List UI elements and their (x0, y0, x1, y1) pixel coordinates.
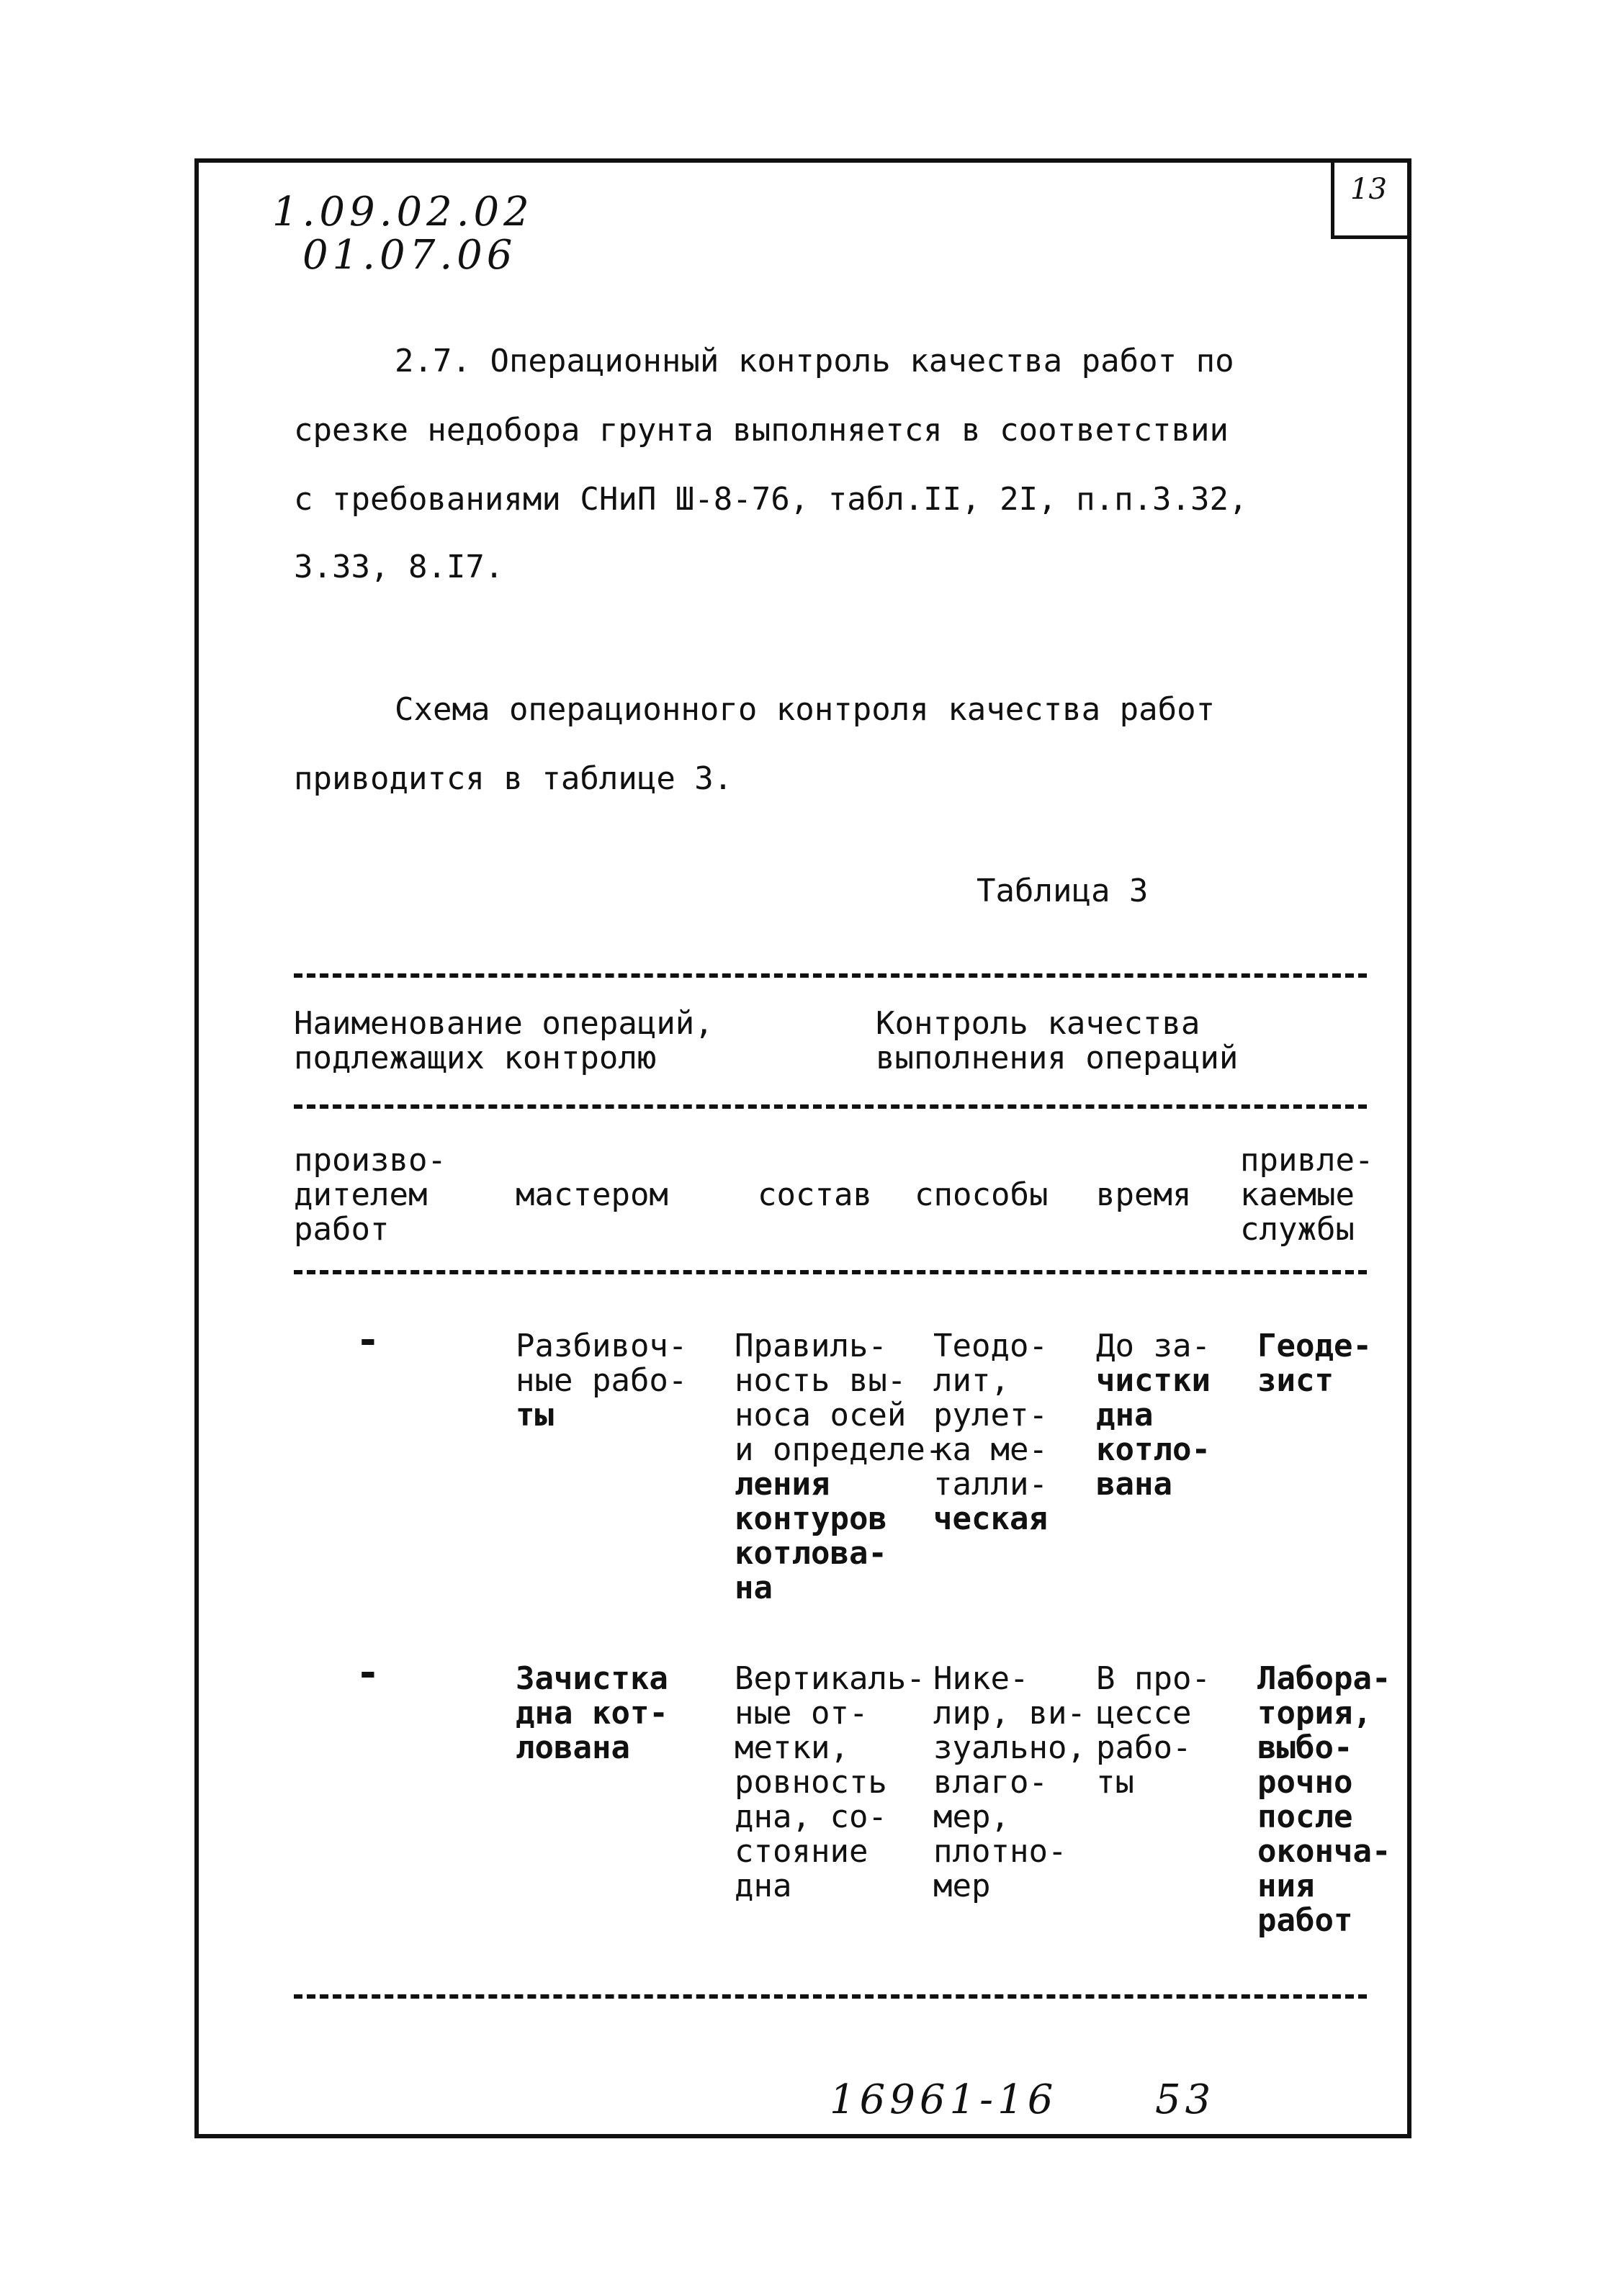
cell-line: зист (1257, 1362, 1334, 1399)
table-rule-2 (294, 1104, 1367, 1109)
col-header-services-line-2: каемые (1240, 1176, 1355, 1213)
cell-line: зуально, (933, 1729, 1086, 1766)
cell-line: ка ме- (933, 1431, 1048, 1468)
cell-line: рулет- (933, 1397, 1048, 1433)
group-header-operations-line-2: подлежащих контролю (294, 1040, 657, 1076)
cell-line: ные от- (735, 1695, 868, 1732)
cell-line: ровность (735, 1764, 887, 1801)
table-row-1-services (1257, 1329, 1372, 1398)
col-header-services-line-1: привле- (1240, 1142, 1374, 1179)
cell-line: влаго- (933, 1764, 1048, 1801)
cell-line: рабо- (1096, 1729, 1192, 1766)
cell-line: талли- (933, 1466, 1048, 1503)
table-row-1-time (1096, 1329, 1211, 1502)
table-rule-3 (294, 1270, 1367, 1274)
cell-line: ческая (933, 1500, 1048, 1537)
cell-line: В про- (1096, 1660, 1211, 1697)
cell-line: после (1257, 1798, 1353, 1835)
cell-line: ты (516, 1397, 554, 1433)
page-mark-box (1331, 163, 1409, 239)
col-header-producer (294, 1143, 446, 1247)
cell-line: мер, (933, 1798, 1010, 1835)
col-header-services-line-3: службы (1240, 1211, 1355, 1248)
table-caption: Таблица 3 (977, 873, 1149, 909)
cell-line: котло- (1096, 1431, 1211, 1468)
col-header-producer-line-1: произво- (294, 1142, 446, 1179)
group-header-control-line-2: выполнения операций (876, 1040, 1239, 1076)
cell-line: Теодо- (933, 1328, 1048, 1364)
col-header-producer-line-3: работ (294, 1211, 390, 1248)
cell-line: на (735, 1570, 773, 1606)
table-row-2-time (1096, 1662, 1211, 1800)
group-header-operations-line-1: Наименование операций, (294, 1005, 714, 1042)
cell-line: Правиль- (735, 1328, 887, 1364)
cell-line: дна (1096, 1397, 1154, 1433)
table-row-2-services (1257, 1662, 1391, 1938)
col-header-composition: состав (758, 1176, 872, 1213)
cell-line: лир, ви- (933, 1695, 1086, 1732)
cell-line: лована (516, 1729, 630, 1766)
cell-line: Нике- (933, 1660, 1029, 1697)
cell-line: ления (735, 1466, 830, 1503)
cell-line: Разбивоч- (516, 1328, 688, 1364)
cell-line: Геоде- (1257, 1328, 1372, 1364)
para1-line-2: срезке недобора грунта выполняется в соответствии (294, 412, 1229, 449)
cell-line: метки, (735, 1729, 849, 1766)
cell-line: Лабора- (1257, 1660, 1391, 1697)
page-mark: 13 (1350, 173, 1387, 206)
group-header-control (876, 1007, 1238, 1076)
cell-line: вана (1096, 1466, 1172, 1503)
cell-line: дна, со- (735, 1798, 887, 1835)
group-header-operations (294, 1007, 714, 1076)
cell-line: ты (1096, 1764, 1134, 1801)
table-row-2-master (516, 1662, 668, 1765)
code-line-2: 01.07.06 (302, 232, 517, 279)
cell-line: ные рабо- (516, 1362, 688, 1399)
cell-line: До за- (1096, 1328, 1211, 1364)
cell-line: оконча- (1257, 1833, 1391, 1870)
group-header-control-line-1: Контроль качества (876, 1005, 1200, 1042)
cell-line: лит, (933, 1362, 1010, 1399)
table-row-1-methods (933, 1329, 1048, 1536)
cell-line: контуров (735, 1500, 887, 1537)
cell-line: стояние (735, 1833, 868, 1870)
cell-line: тория, (1257, 1695, 1372, 1732)
col-header-services (1240, 1143, 1373, 1247)
col-header-producer-line-2: дителем (294, 1176, 428, 1213)
cell-line: Зачистка (516, 1660, 668, 1697)
col-header-methods: способы (915, 1176, 1049, 1213)
cell-line: дна (735, 1868, 792, 1904)
para1-line-3: с требованиями СНиП Ш-8-76, табл.II, 2I, п.п.3.32, (294, 481, 1248, 518)
footer-page-number: 53 (1155, 2076, 1216, 2123)
footer-doc-number: 16961-16 (830, 2076, 1058, 2123)
cell-line: котлова- (735, 1535, 887, 1572)
para1-line-1: 2.7. Операционный контроль качества работ по (395, 343, 1234, 379)
table-row-2-composition (735, 1662, 925, 1904)
cell-line: ния (1257, 1868, 1315, 1904)
cell-line: носа осей (735, 1397, 907, 1433)
para1-line-4: 3.33, 8.I7. (294, 549, 504, 585)
cell-line: мер (933, 1868, 991, 1904)
cell-line: работ (1257, 1902, 1353, 1939)
table-row-1-producer: - (356, 1317, 380, 1364)
cell-line: плотно- (933, 1833, 1067, 1870)
col-header-time: время (1096, 1176, 1192, 1213)
para2-line-1: Схема операционного контроля качества работ (395, 691, 1216, 728)
para2-line-2: приводится в таблице 3. (294, 760, 733, 797)
col-header-master: мастером (516, 1176, 668, 1213)
table-rule-bottom (294, 1994, 1367, 1999)
table-row-2-producer: - (356, 1649, 380, 1696)
cell-line: ность вы- (735, 1362, 907, 1399)
code-line-1: 1.09.02.02 (272, 189, 534, 235)
table-rule-top (294, 973, 1367, 978)
table-row-1-composition (735, 1329, 944, 1606)
cell-line: дна кот- (516, 1695, 668, 1732)
cell-line: и определе- (735, 1431, 945, 1468)
table-row-1-master (516, 1329, 687, 1433)
cell-line: Вертикаль- (735, 1660, 925, 1697)
cell-line: чистки (1096, 1362, 1211, 1399)
cell-line: выбо- (1257, 1729, 1353, 1766)
table-row-2-methods (933, 1662, 1086, 1904)
cell-line: рочно (1257, 1764, 1353, 1801)
cell-line: цессе (1096, 1695, 1192, 1732)
